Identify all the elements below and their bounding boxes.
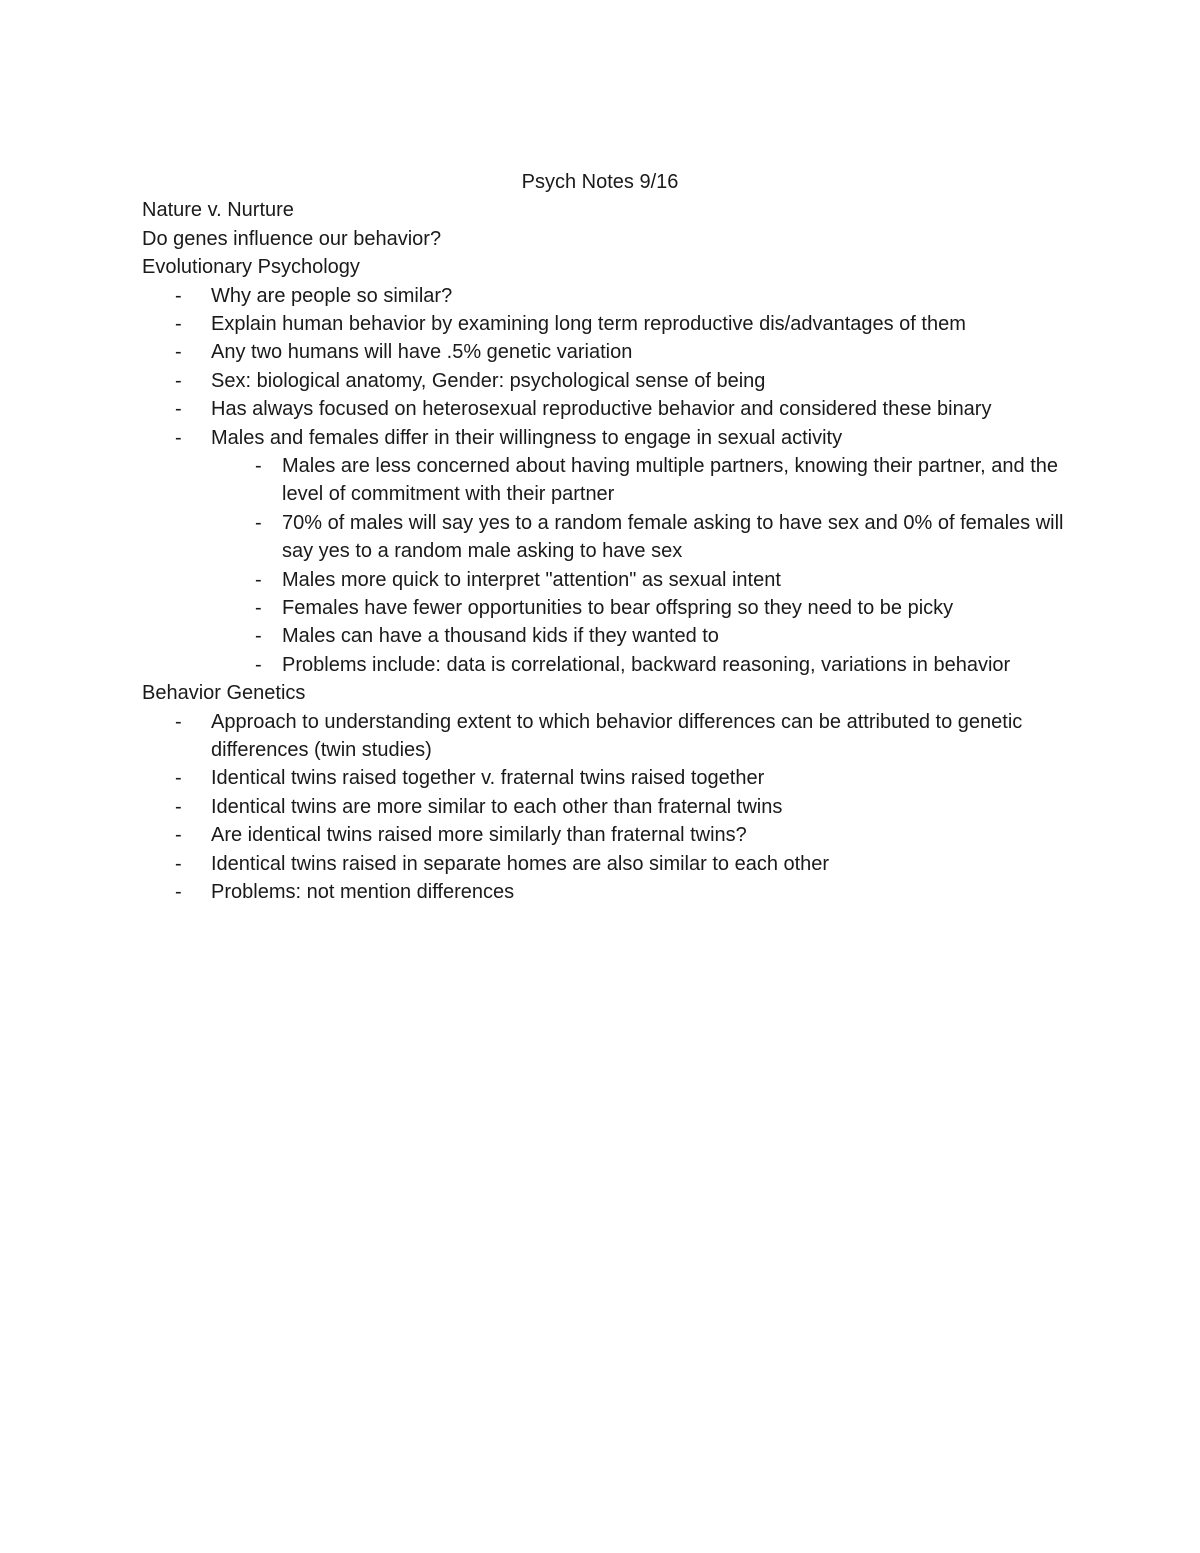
heading-genes-question: Do genes influence our behavior? <box>142 227 442 250</box>
list-item <box>142 367 1072 395</box>
evolutionary-list <box>142 282 1072 680</box>
bullet-dash: - <box>175 369 182 392</box>
behavior-genetics-list <box>142 708 1072 907</box>
list-item <box>142 764 1072 792</box>
list-item-text: Sex: biological anatomy, Gender: psychological sense of being <box>211 369 766 392</box>
heading-behavior-genetics: Behavior Genetics <box>142 682 306 705</box>
list-item <box>142 793 1072 821</box>
bullet-dash: - <box>175 284 182 307</box>
bullet-dash: - <box>175 767 182 790</box>
bullet-dash: - <box>175 341 182 364</box>
list-item <box>142 821 1072 849</box>
list-item-text: Explain human behavior by examining long term reproductive dis/advantages of them <box>211 312 966 335</box>
list-item-text: Males and females differ in their willingness to engage in sexual activity <box>211 426 843 449</box>
bullet-dash: - <box>255 511 262 534</box>
bullet-dash: - <box>175 312 182 335</box>
bullet-dash: - <box>175 710 182 733</box>
bullet-dash: - <box>255 625 262 648</box>
list-item-text: Identical twins raised in separate homes are also similar to each other <box>211 852 830 875</box>
list-item-text: Are identical twins raised more similarly than fraternal twins? <box>211 824 747 847</box>
list-item-text: Identical twins are more similar to each other than fraternal twins <box>211 795 783 818</box>
sublist-item-text: Males more quick to interpret "attention" as sexual intent <box>282 568 781 591</box>
list-item-text: Has always focused on heterosexual reproductive behavior and considered these binary <box>211 398 992 421</box>
list-item <box>142 338 1072 366</box>
sublist-item <box>211 452 1072 509</box>
list-item <box>142 395 1072 423</box>
list-item <box>142 282 1072 310</box>
sublist-item <box>211 594 1072 622</box>
bullet-dash: - <box>175 852 182 875</box>
sublist-item <box>211 566 1072 594</box>
bullet-dash: - <box>175 881 182 904</box>
heading-nature-nurture: Nature v. Nurture <box>142 199 294 222</box>
bullet-dash: - <box>255 653 262 676</box>
sublist-item-text: Males can have a thousand kids if they wanted to <box>282 625 719 648</box>
list-item <box>142 708 1072 765</box>
list-item-text: Identical twins raised together v. fraternal twins raised together <box>211 767 765 790</box>
bullet-dash: - <box>175 795 182 818</box>
list-item-text: Problems: not mention differences <box>211 881 515 904</box>
sublist-item <box>211 509 1072 566</box>
bullet-dash: - <box>255 455 262 477</box>
sublist-item-text: Problems include: data is correlational, backward reasoning, variations in behavior <box>282 653 1011 676</box>
document-body <box>142 168 1072 906</box>
sublist-item-text: Males are less concerned about having multiple partners, knowing their partner, and the level of commitment with their partner <box>282 455 1059 506</box>
sexual-activity-sublist <box>211 452 1072 679</box>
list-item <box>142 310 1072 338</box>
bullet-dash: - <box>175 398 182 421</box>
list-item-text: Approach to understanding extent to which behavior differences can be attributed to genetic differences (twin studies) <box>211 710 1023 762</box>
sublist-item-text: Females have fewer opportunities to bear offspring so they need to be picky <box>282 597 954 620</box>
sublist-item-text: 70% of males will say yes to a random female asking to have sex and 0% of females will say yes to a random male asking to have sex <box>282 511 1064 563</box>
bullet-dash: - <box>175 426 182 449</box>
sublist-item <box>211 651 1072 679</box>
bullet-dash: - <box>255 568 262 591</box>
bullet-dash: - <box>255 597 262 620</box>
list-item-text: Why are people so similar? <box>211 284 453 307</box>
bullet-dash: - <box>175 824 182 847</box>
list-item-text: Any two humans will have .5% genetic variation <box>211 341 633 364</box>
list-item <box>142 424 1072 680</box>
heading-evolutionary-psychology: Evolutionary Psychology <box>142 256 360 279</box>
sublist-item <box>211 622 1072 650</box>
page-title: Psych Notes 9/16 <box>521 171 679 193</box>
list-item <box>142 850 1072 878</box>
list-item <box>142 878 1072 906</box>
